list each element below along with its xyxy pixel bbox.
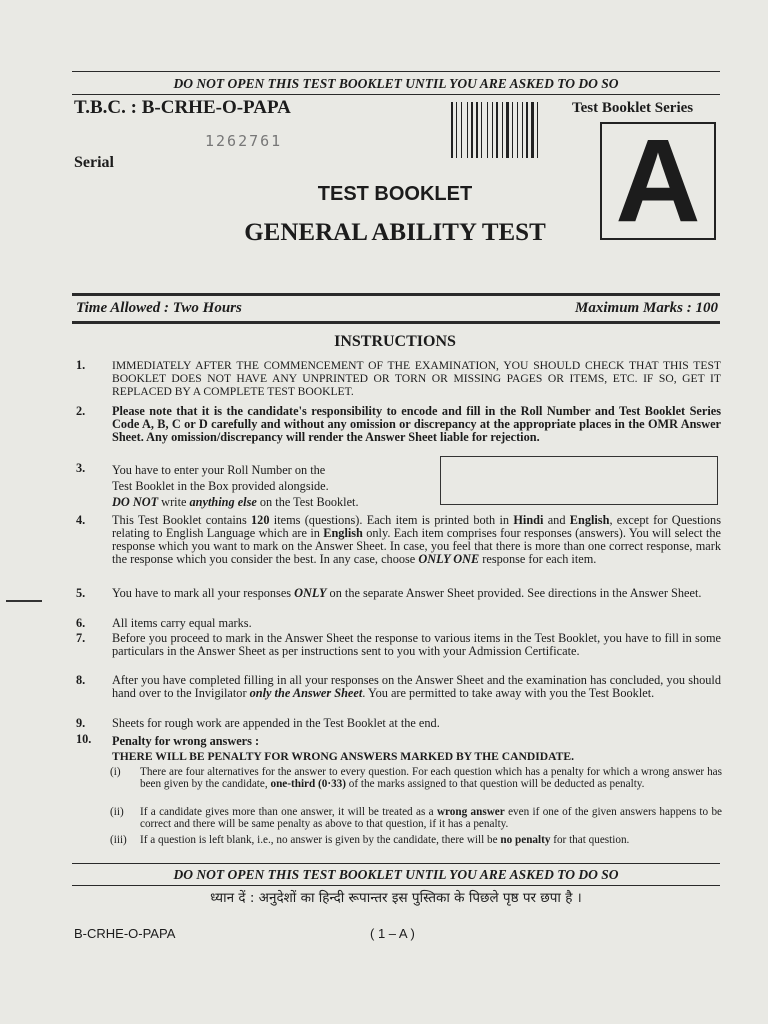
time-allowed: Time Allowed : Two Hours — [76, 300, 242, 316]
item-number: 1. — [76, 358, 86, 372]
penalty-subtitle: THERE WILL BE PENALTY FOR WRONG ANSWERS MARKED BY THE CANDIDATE. — [112, 750, 575, 763]
barcode-bar — [451, 102, 453, 158]
item-number: 2. — [76, 404, 86, 418]
text-run: If a question is left blank, i.e., no answer is given by the candidate, there will be — [140, 834, 501, 846]
barcode-bar — [487, 102, 488, 158]
barcode-bar — [531, 102, 534, 158]
sub-number: (iii) — [110, 834, 127, 846]
tbc-code: T.B.C. : B-CRHE-O-PAPA — [74, 97, 291, 118]
text-run: for that question. — [550, 834, 630, 846]
text-run: even if one of the given answers happens to be correct and there will be same penalty as above to that question, if it has a penalty. — [140, 806, 723, 830]
instruction-item — [76, 587, 721, 600]
roll-number-box[interactable] — [440, 456, 718, 505]
series-box — [600, 115, 716, 247]
text-run: write — [158, 495, 190, 509]
serial-label: Serial — [74, 154, 114, 171]
item-number: 6. — [76, 616, 86, 630]
sub-text — [140, 766, 722, 790]
instruction-item — [76, 632, 721, 658]
emphasis: one-third (0·33) — [270, 778, 346, 790]
barcode-bar — [467, 102, 468, 158]
item-text: Please note that it is the candidate's responsibility to encode and fill in the Roll Number and Test Booklet Series Code A, B, C or D carefully and without any omission or discrepancy at the appropriate places in the OMR Answer Sheet. Any omission/discrepancy will render the Answer Sheet liable for rejection. — [112, 404, 721, 444]
emphasis: no penalty — [500, 834, 551, 846]
booklet-title: TEST BOOKLET — [317, 183, 473, 205]
penalty-item — [110, 834, 722, 846]
emphasis: English — [323, 526, 363, 540]
barcode-bar — [522, 102, 523, 158]
maximum-marks: Maximum Marks : 100 — [575, 300, 718, 316]
serial-number: 1262761 — [205, 132, 283, 150]
item-text: Sheets for rough work are appended in the Test Booklet at the end. — [112, 716, 440, 730]
text-run: , except for Questions relating to English Language which are in — [112, 513, 721, 540]
barcode-bar — [481, 102, 482, 158]
footer-rule — [72, 863, 720, 864]
item-line — [112, 494, 416, 510]
text-run: of the marks assigned to that question will be deducted as penalty. — [346, 778, 645, 790]
item-text — [112, 733, 721, 765]
instruction-item — [76, 717, 721, 730]
emphasis: wrong answer — [436, 806, 505, 818]
emphasis: 120 — [251, 513, 270, 527]
text-run: items (questions). Each item is printed both in — [269, 513, 514, 527]
item-number: 9. — [76, 716, 86, 730]
item-number: 3. — [76, 461, 86, 475]
text-run: This Test Booklet contains — [112, 513, 252, 527]
item-text: IMMEDIATELY AFTER THE COMMENCEMENT OF THE EXAMINATION, YOU SHOULD CHECK THAT THIS TEST BOOKLET DOES NOT HAVE ANY UNPRINTED OR TORN OR MISSING PAGES OR ITEMS, ETC. IF SO, GET IT REPLACED BY A COMPLETE TEST BOOKLET. — [112, 359, 721, 398]
text-run: response for each item. — [479, 552, 597, 566]
page-number: ( 1 – A ) — [370, 926, 415, 941]
penalty-title: Penalty for wrong answers : — [112, 734, 260, 748]
footer-code: B-CRHE-O-PAPA — [74, 926, 176, 941]
barcode-bar — [456, 102, 457, 158]
emphasis: only the Answer Sheet — [249, 686, 363, 700]
series-label: Test Booklet Series — [572, 100, 694, 116]
sub-number: (i) — [110, 766, 121, 778]
penalty-item — [110, 766, 722, 790]
text-run: You have to mark all your responses — [112, 586, 295, 600]
barcode-bar — [502, 102, 503, 158]
penalty-item — [110, 806, 722, 830]
barcode-bar — [476, 102, 478, 158]
item-number: 10. — [76, 732, 92, 746]
instruction-item — [76, 514, 721, 566]
text-run: After you have completed filling in all your responses on the Answer Sheet and the examination has concluded, you should hand over to the Invigilator — [112, 673, 721, 700]
barcode-bar — [537, 102, 538, 158]
instruction-item — [76, 405, 721, 444]
item-text — [112, 514, 721, 566]
text-run: . You are permitted to take away with you the Test Booklet. — [362, 686, 655, 700]
instructions-heading: INSTRUCTIONS — [334, 333, 456, 350]
emphasis: English — [569, 513, 610, 527]
barcode-bar — [471, 102, 473, 158]
item-number: 5. — [76, 586, 86, 600]
emphasis: DO NOT — [112, 495, 159, 509]
item-line: You have to enter your Roll Number on the — [112, 463, 326, 477]
text-run: and — [543, 513, 570, 527]
time-rule — [72, 293, 720, 296]
bottom-banner: DO NOT OPEN THIS TEST BOOKLET UNTIL YOU ARE ASKED TO DO SO — [173, 867, 619, 882]
item-text: Before you proceed to mark in the Answer Sheet the response to various items in the Test Booklet, you have to fill in some particulars in the Answer Sheet as per instructions sent to you with your Admission Certificate. — [112, 631, 721, 658]
text-run: only. Each item comprises four responses (answers). You will select the response which you want to mark on the Answer Sheet. In case, you feel that there is more than one correct response, mark the response which you consider the best. In any case, choose — [112, 526, 721, 566]
sub-text — [140, 834, 722, 846]
text-run: If a candidate gives more than one answer, it will be treated as a — [140, 806, 437, 818]
barcode-bar — [461, 102, 462, 158]
item-number: 4. — [76, 513, 86, 527]
item-text — [112, 462, 416, 510]
series-letter: A — [615, 115, 701, 247]
barcode — [450, 102, 556, 158]
sub-text — [140, 806, 722, 830]
item-text — [112, 587, 721, 600]
instruction-item — [76, 617, 721, 630]
instruction-item — [76, 674, 721, 700]
margin-mark — [6, 600, 42, 602]
instructions-rule — [72, 321, 720, 324]
item-text: All items carry equal marks. — [112, 616, 252, 630]
text-run: on the Test Booklet. — [256, 495, 359, 509]
text-run: There are four alternatives for the answer to every question. For each question which has a penalty for which a wrong answer has been given by the candidate, — [140, 766, 722, 790]
item-text — [112, 674, 721, 700]
top-banner: DO NOT OPEN THIS TEST BOOKLET UNTIL YOU ARE ASKED TO DO SO — [173, 76, 619, 91]
sub-number: (ii) — [110, 806, 124, 818]
hindi-note: ध्यान दें : अनुदेशों का हिन्दी रूपान्तर इस पुस्तिका के पिछले पृष्ठ पर छपा है । — [210, 890, 582, 906]
item-number: 8. — [76, 673, 86, 687]
footer-rule-2 — [72, 885, 720, 886]
emphasis: ONLY ONE — [418, 552, 480, 566]
item-line: Test Booklet in the Box provided alongside. — [112, 479, 329, 493]
text-run: on the separate Answer Sheet provided. See directions in the Answer Sheet. — [326, 586, 702, 600]
instruction-item — [76, 359, 721, 398]
barcode-bar — [512, 102, 513, 158]
barcode-bar — [506, 102, 509, 158]
barcode-bar — [496, 102, 498, 158]
instruction-item — [76, 462, 416, 510]
barcode-bar — [517, 102, 518, 158]
banner-rule — [72, 94, 720, 95]
page-title: GENERAL ABILITY TEST — [244, 219, 546, 246]
top-rule — [72, 71, 720, 72]
item-number: 7. — [76, 631, 86, 645]
barcode-bar — [526, 102, 528, 158]
barcode-bar — [492, 102, 493, 158]
instruction-item — [76, 733, 721, 765]
emphasis: anything else — [189, 495, 257, 509]
emphasis: ONLY — [294, 586, 327, 600]
emphasis: Hindi — [513, 513, 544, 527]
